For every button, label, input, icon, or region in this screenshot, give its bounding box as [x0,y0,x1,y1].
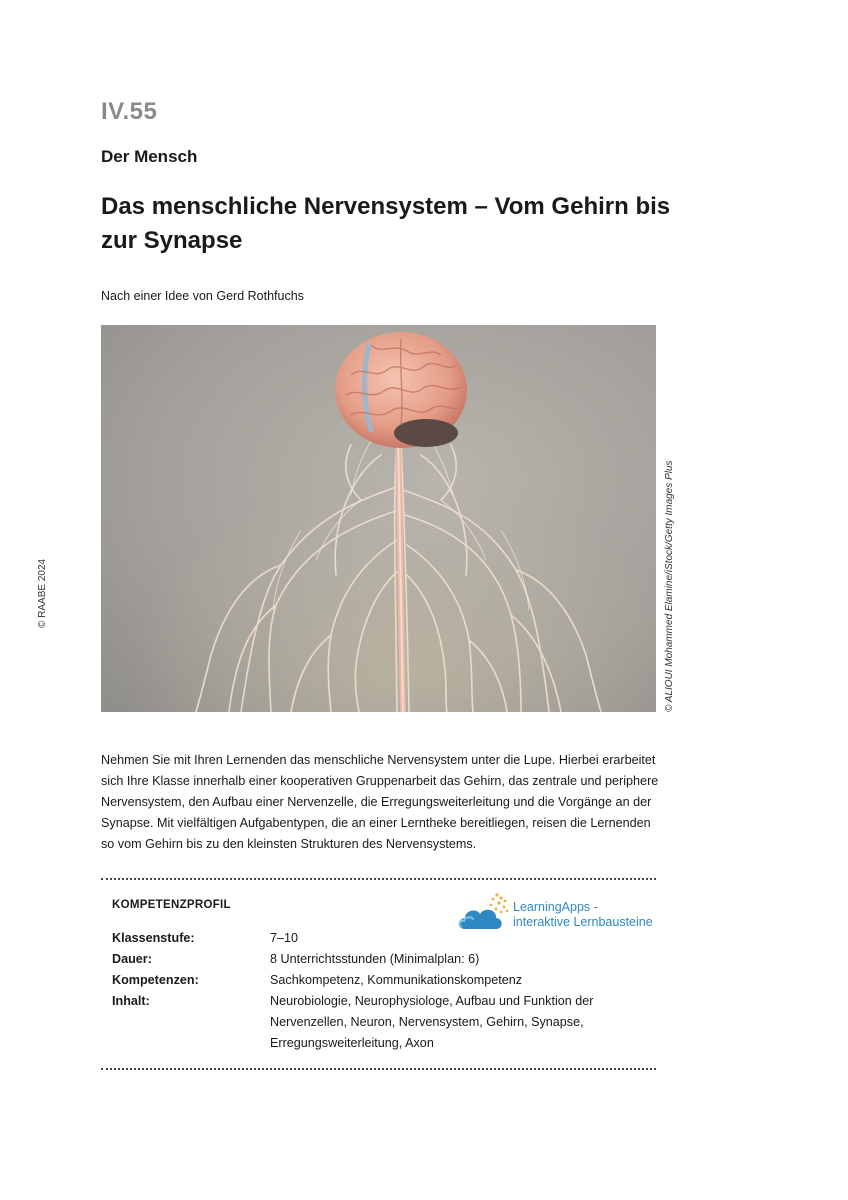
row-value-duration: 8 Unterrichtsstunden (Minimalplan: 6) [270,952,480,966]
image-credit: © ALIOUI Mohammed Elamine/iStock/Getty Images Plus [664,460,675,712]
copyright-note: © RAABE 2024 [37,558,48,628]
row-key-competences: Kompetenzen: [112,973,199,987]
logo-line-2: interaktive Lernbausteine [513,915,653,929]
page-title: Das menschliche Nervensystem – Vom Gehirn bis zur Synapse [101,193,671,254]
row-value-competences: Sachkompetenz, Kommunikationskompetenz [270,973,523,987]
nervous-system-image [101,325,656,712]
profile-title: KOMPETENZPROFIL [112,899,231,911]
logo-line-1: LearningApps - [513,900,598,914]
unit-code: IV.55 [101,98,158,125]
row-value-grade: 7–10 [270,931,299,945]
table-row [112,991,660,1054]
table-row [112,928,660,949]
brain-nerves-illustration [101,325,656,712]
table-row [112,949,660,970]
row-key-grade: Klassenstufe: [112,931,195,945]
row-value-content: Neurobiologie, Neurophysiologe, Aufbau und Funktion der Nervenzellen, Neuron, Nervensystem, Gehirn, Synapse, Erregungsweiterleitung, Axon [270,994,594,1050]
competence-profile-table [112,928,660,1054]
section-title: Der Mensch [101,147,198,166]
intro-paragraph: Nehmen Sie mit Ihren Lernenden das menschliche Nervensystem unter die Lupe. Hierbei erarbeitet sich Ihre Klasse innerhalb einer kooperativen Gruppenarbeit das Gehirn, das zentrale und periphere Nervensystem, den Aufbau einer Nervenzelle, die Erregungsweiterleitung und die Vorgänge an der Synapse. Mit vielfältigen Aufgabentypen, die an einer Lerntheke bereitliegen, reisen die Lernenden so vom Gehirn bis zu den kleinsten Strukturen des Nervensystems. [101,753,659,851]
author-line: Nach einer Idee von Gerd Rothfuchs [101,289,304,303]
row-key-duration: Dauer: [112,952,152,966]
row-key-content: Inhalt: [112,994,150,1008]
table-row [112,970,660,991]
divider-top [101,878,656,880]
divider-bottom [101,1068,656,1070]
